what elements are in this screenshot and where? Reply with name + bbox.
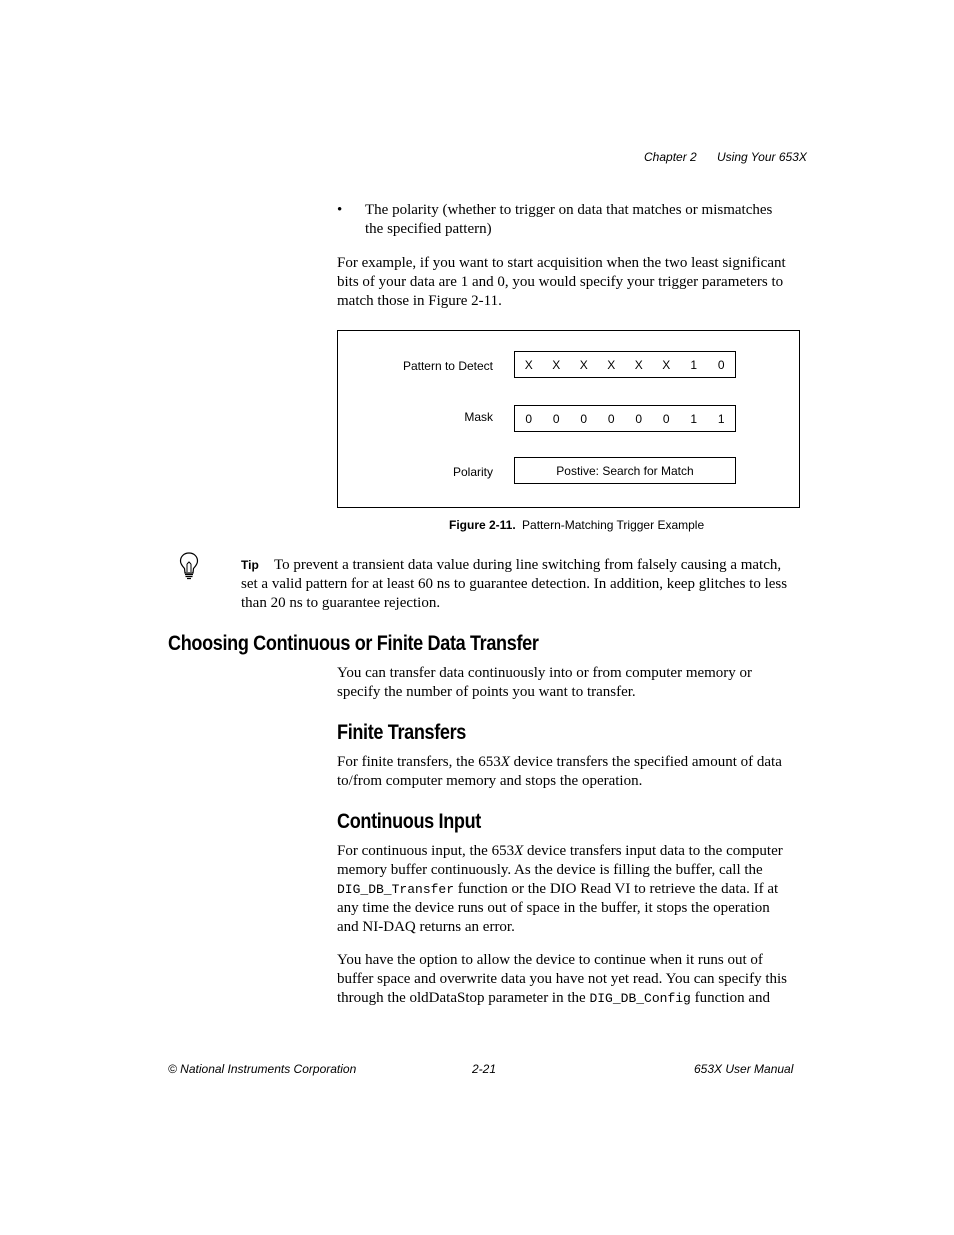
mask-label: Mask (464, 410, 493, 424)
bullet-text (365, 201, 772, 239)
footer-page-number: 2-21 (472, 1062, 497, 1076)
text-run: function and (690, 990, 771, 1006)
polarity-label: Polarity (452, 465, 493, 479)
mask-bit: 0 (635, 411, 643, 426)
mask-bits-box (514, 405, 736, 432)
header-chapter: Chapter 2 (644, 150, 697, 164)
text-run: device transfers the specified amount of data (509, 754, 782, 770)
mask-bit: 0 (580, 411, 588, 426)
text-run: For continuous input, the 653 (337, 843, 515, 859)
pattern-bit: X (579, 357, 588, 372)
paragraph-line: match those in Figure 2-11. (337, 293, 502, 309)
mask-bit: 0 (662, 411, 670, 426)
paragraph-line: For example, if you want to start acquisition when the two least significant (337, 255, 786, 271)
pattern-bit: X (662, 357, 671, 372)
paragraph-line: specify the number of points you want to transfer. (337, 684, 636, 700)
mask-bit: 1 (717, 411, 725, 426)
lightbulb-icon (178, 551, 200, 581)
paragraph-line (337, 753, 782, 772)
code-run: DIG_DB_Transfer (337, 882, 455, 897)
polarity-value: Postive: Search for Match (556, 463, 694, 478)
section1-paragraph (337, 664, 752, 702)
figure-caption-text: Pattern-Matching Trigger Example (522, 518, 705, 532)
section3-paragraph2 (337, 951, 787, 1008)
paragraph-line: to/from computer memory and stops the operation. (337, 773, 643, 789)
footer-manual: 653X User Manual (694, 1062, 794, 1076)
code-run: DIG_DB_Config (589, 991, 691, 1006)
figure-caption-number: Figure 2-11. (449, 518, 516, 532)
section-heading: Choosing Continuous or Finite Data Transfer (168, 632, 539, 655)
pattern-bits-box (514, 351, 736, 378)
intro-paragraph (337, 254, 786, 311)
tip-label: Tip (241, 558, 259, 572)
tip-line: than 20 ns to guarantee rejection. (241, 595, 441, 611)
mask-bit: 0 (552, 411, 560, 426)
mask-bit: 0 (525, 411, 533, 426)
text-run: through the oldDataStop parameter in the (337, 990, 590, 1006)
subsection-heading: Continuous Input (337, 810, 481, 833)
paragraph-line: memory buffer continuously. As the device is filling the buffer, call the (337, 862, 763, 878)
pattern-bit: X (524, 357, 533, 372)
text-run: device transfers input data to the computer (523, 843, 783, 859)
bullet-symbol: • (337, 202, 343, 218)
footer-copyright: © National Instruments Corporation (168, 1062, 357, 1076)
paragraph-line: and NI-DAQ returns an error. (337, 919, 515, 935)
paragraph-line (337, 880, 783, 899)
paragraph-line (337, 989, 787, 1008)
text-run-italic: X (500, 754, 510, 770)
paragraph-line: You can transfer data continuously into or from computer memory or (337, 665, 753, 681)
header-title: Using Your 653X (717, 150, 807, 164)
paragraph-line: any time the device runs out of space in the buffer, it stops the operation (337, 900, 770, 916)
bullet-line: the specified pattern) (365, 221, 492, 237)
paragraph-line: buffer space and overwrite data you have not yet read. You can specify this (337, 971, 787, 987)
paragraph-line: bits of your data are 1 and 0, you would specify your trigger parameters to (337, 274, 784, 290)
bullet-line: The polarity (whether to trigger on data that matches or mismatches (365, 202, 773, 218)
text-run: function or the DIO Read VI to retrieve the data. If at (454, 881, 779, 897)
paragraph-line (337, 842, 783, 861)
tip-line: To prevent a transient data value during line switching from falsely causing a match, (274, 557, 782, 573)
pattern-label: Pattern to Detect (402, 359, 493, 373)
paragraph-line: You have the option to allow the device to continue when it runs out of (337, 952, 763, 968)
text-run-italic: X (514, 843, 524, 859)
pattern-bit: 0 (717, 357, 725, 372)
pattern-bit: X (552, 357, 561, 372)
polarity-box (514, 457, 736, 484)
pattern-bit: X (607, 357, 616, 372)
mask-bit: 0 (607, 411, 615, 426)
mask-bit: 1 (690, 411, 698, 426)
figure-caption (449, 518, 704, 532)
tip-line: set a valid pattern for at least 60 ns to guarantee detection. In addition, keep glitches to less (241, 576, 788, 592)
section3-paragraph1 (337, 842, 783, 937)
pattern-bit: 1 (690, 357, 698, 372)
pattern-bit: X (634, 357, 643, 372)
section2-paragraph (337, 753, 782, 791)
subsection-heading: Finite Transfers (337, 721, 466, 744)
figure-box (337, 330, 800, 508)
text-run: For finite transfers, the 653 (337, 754, 501, 770)
